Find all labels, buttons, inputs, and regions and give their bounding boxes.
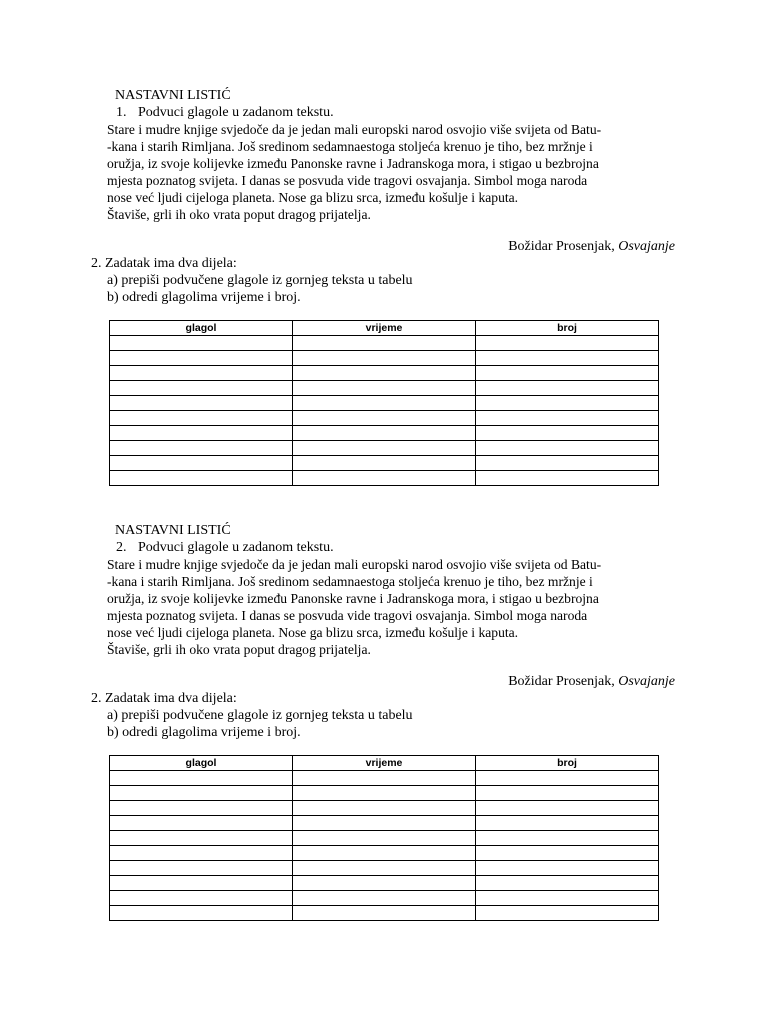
task-2-part-a: a) prepiši podvučene glagole iz gornjeg teksta u tabelu <box>107 273 413 288</box>
table-row <box>110 456 659 471</box>
task-2-heading: 2. Zadatak ima dva dijela: <box>91 256 237 271</box>
task-2-heading: 2. Zadatak ima dva dijela: <box>91 691 237 706</box>
paragraph-line: oružja, iz svoje kolijevke između Panonske ravne i Jadranskoga mora, i stigao u bezbrojna <box>107 591 599 606</box>
table-row <box>110 381 659 396</box>
table-cell-glagol[interactable] <box>110 801 293 816</box>
table-cell-glagol[interactable] <box>110 471 293 486</box>
table-cell-glagol[interactable] <box>110 426 293 441</box>
table-row <box>110 786 659 801</box>
paragraph-line: nose već ljudi cijeloga planeta. Nose ga blizu srca, između košulje i kaputa. <box>107 625 519 640</box>
table-row <box>110 366 659 381</box>
table-cell-vrijeme[interactable] <box>293 351 476 366</box>
column-header-vrijeme: vrijeme <box>293 321 476 336</box>
table-cell-glagol[interactable] <box>110 336 293 351</box>
table-row <box>110 351 659 366</box>
table-cell-glagol[interactable] <box>110 891 293 906</box>
table-cell-vrijeme[interactable] <box>293 831 476 846</box>
table-cell-broj[interactable] <box>476 426 659 441</box>
table-cell-vrijeme[interactable] <box>293 411 476 426</box>
table-row <box>110 396 659 411</box>
verb-table <box>109 755 659 921</box>
column-header-glagol: glagol <box>110 756 293 771</box>
paragraph-line: mjesta poznatog svijeta. I danas se posvuda vide tragovi osvajanja. Simbol moga naroda <box>107 173 588 188</box>
column-header-glagol: glagol <box>110 321 293 336</box>
citation <box>508 673 675 690</box>
paragraph-line: Štaviše, grli ih oko vrata poput dragog prijatelja. <box>107 642 371 657</box>
table-cell-glagol[interactable] <box>110 876 293 891</box>
task-number: 1. <box>116 105 127 120</box>
table-cell-glagol[interactable] <box>110 456 293 471</box>
paragraph-line: Stare i mudre knjige svjedoče da je jedan mali europski narod osvojio više svijeta od Batu- <box>107 122 602 137</box>
paragraph-line: nose već ljudi cijeloga planeta. Nose ga blizu srca, između košulje i kaputa. <box>107 190 519 205</box>
column-header-vrijeme: vrijeme <box>293 756 476 771</box>
table-cell-vrijeme[interactable] <box>293 471 476 486</box>
table-cell-broj[interactable] <box>476 771 659 786</box>
citation <box>508 238 675 255</box>
table-row <box>110 861 659 876</box>
task-1-text: Podvuci glagole u zadanom tekstu. <box>138 540 334 555</box>
table-cell-broj[interactable] <box>476 816 659 831</box>
worksheet-title: NASTAVNI LISTIĆ <box>115 88 231 103</box>
table-cell-vrijeme[interactable] <box>293 456 476 471</box>
table-cell-vrijeme[interactable] <box>293 366 476 381</box>
table-cell-vrijeme[interactable] <box>293 876 476 891</box>
table-cell-glagol[interactable] <box>110 381 293 396</box>
author-name: Božidar Prosenjak, <box>508 239 615 254</box>
table-cell-glagol[interactable] <box>110 396 293 411</box>
table-row <box>110 831 659 846</box>
table-cell-broj[interactable] <box>476 366 659 381</box>
table-cell-vrijeme[interactable] <box>293 771 476 786</box>
table-row <box>110 816 659 831</box>
paragraph-line: oružja, iz svoje kolijevke između Panonske ravne i Jadranskoga mora, i stigao u bezbrojna <box>107 156 599 171</box>
table-cell-vrijeme[interactable] <box>293 801 476 816</box>
table-cell-vrijeme[interactable] <box>293 786 476 801</box>
table-cell-glagol[interactable] <box>110 906 293 921</box>
table-cell-vrijeme[interactable] <box>293 336 476 351</box>
table-cell-broj[interactable] <box>476 876 659 891</box>
table-cell-glagol[interactable] <box>110 771 293 786</box>
table-row <box>110 471 659 486</box>
table-row <box>110 906 659 921</box>
paragraph-line: Štaviše, grli ih oko vrata poput dragog prijatelja. <box>107 207 371 222</box>
table-cell-glagol[interactable] <box>110 411 293 426</box>
column-header-broj: broj <box>476 321 659 336</box>
table-cell-broj[interactable] <box>476 801 659 816</box>
table-row <box>110 411 659 426</box>
story-paragraph <box>107 556 601 658</box>
table-cell-glagol[interactable] <box>110 861 293 876</box>
table-cell-glagol[interactable] <box>110 351 293 366</box>
paragraph-line: -kana i starih Rimljana. Još sredinom sedamnaestoga stoljeća krenuo je tiho, bez mržnje i <box>107 139 593 154</box>
table-cell-broj[interactable] <box>476 396 659 411</box>
table-row <box>110 426 659 441</box>
task-1-instruction <box>116 104 334 121</box>
table-cell-glagol[interactable] <box>110 816 293 831</box>
table-cell-vrijeme[interactable] <box>293 426 476 441</box>
table-cell-broj[interactable] <box>476 411 659 426</box>
table-header-row <box>110 321 659 336</box>
table-cell-vrijeme[interactable] <box>293 861 476 876</box>
table-cell-vrijeme[interactable] <box>293 816 476 831</box>
table-cell-glagol[interactable] <box>110 786 293 801</box>
table-cell-broj[interactable] <box>476 471 659 486</box>
table-row <box>110 801 659 816</box>
table-cell-broj[interactable] <box>476 861 659 876</box>
paragraph-line: Stare i mudre knjige svjedoče da je jedan mali europski narod osvojio više svijeta od Batu- <box>107 557 602 572</box>
paragraph-line: mjesta poznatog svijeta. I danas se posvuda vide tragovi osvajanja. Simbol moga naroda <box>107 608 588 623</box>
task-1-text: Podvuci glagole u zadanom tekstu. <box>138 105 334 120</box>
table-row <box>110 336 659 351</box>
table-cell-broj[interactable] <box>476 381 659 396</box>
table-cell-broj[interactable] <box>476 846 659 861</box>
table-header-row <box>110 756 659 771</box>
table-row <box>110 771 659 786</box>
table-row <box>110 891 659 906</box>
table-cell-broj[interactable] <box>476 831 659 846</box>
task-1-instruction <box>116 539 334 556</box>
table-cell-broj[interactable] <box>476 336 659 351</box>
column-header-broj: broj <box>476 756 659 771</box>
worksheet-title: NASTAVNI LISTIĆ <box>115 523 231 538</box>
table-cell-vrijeme[interactable] <box>293 906 476 921</box>
table-cell-broj[interactable] <box>476 351 659 366</box>
table-cell-glagol[interactable] <box>110 831 293 846</box>
table-row <box>110 876 659 891</box>
table-cell-vrijeme[interactable] <box>293 891 476 906</box>
story-paragraph <box>107 121 601 223</box>
table-cell-broj[interactable] <box>476 891 659 906</box>
table-cell-broj[interactable] <box>476 906 659 921</box>
table-cell-glagol[interactable] <box>110 441 293 456</box>
table-row <box>110 441 659 456</box>
table-cell-broj[interactable] <box>476 456 659 471</box>
table-cell-broj[interactable] <box>476 441 659 456</box>
work-title: Osvajanje <box>618 674 675 689</box>
paragraph-line: -kana i starih Rimljana. Još sredinom sedamnaestoga stoljeća krenuo je tiho, bez mržnje i <box>107 574 593 589</box>
task-2-part-b: b) odredi glagolima vrijeme i broj. <box>107 725 301 740</box>
task-2-part-b: b) odredi glagolima vrijeme i broj. <box>107 290 301 305</box>
table-cell-vrijeme[interactable] <box>293 441 476 456</box>
table-cell-broj[interactable] <box>476 786 659 801</box>
table-row <box>110 846 659 861</box>
task-2-part-a: a) prepiši podvučene glagole iz gornjeg teksta u tabelu <box>107 708 413 723</box>
task-number: 2. <box>116 540 127 555</box>
verb-table <box>109 320 659 486</box>
work-title: Osvajanje <box>618 239 675 254</box>
table-cell-glagol[interactable] <box>110 366 293 381</box>
table-cell-vrijeme[interactable] <box>293 381 476 396</box>
author-name: Božidar Prosenjak, <box>508 674 615 689</box>
table-cell-vrijeme[interactable] <box>293 396 476 411</box>
table-cell-vrijeme[interactable] <box>293 846 476 861</box>
table-cell-glagol[interactable] <box>110 846 293 861</box>
